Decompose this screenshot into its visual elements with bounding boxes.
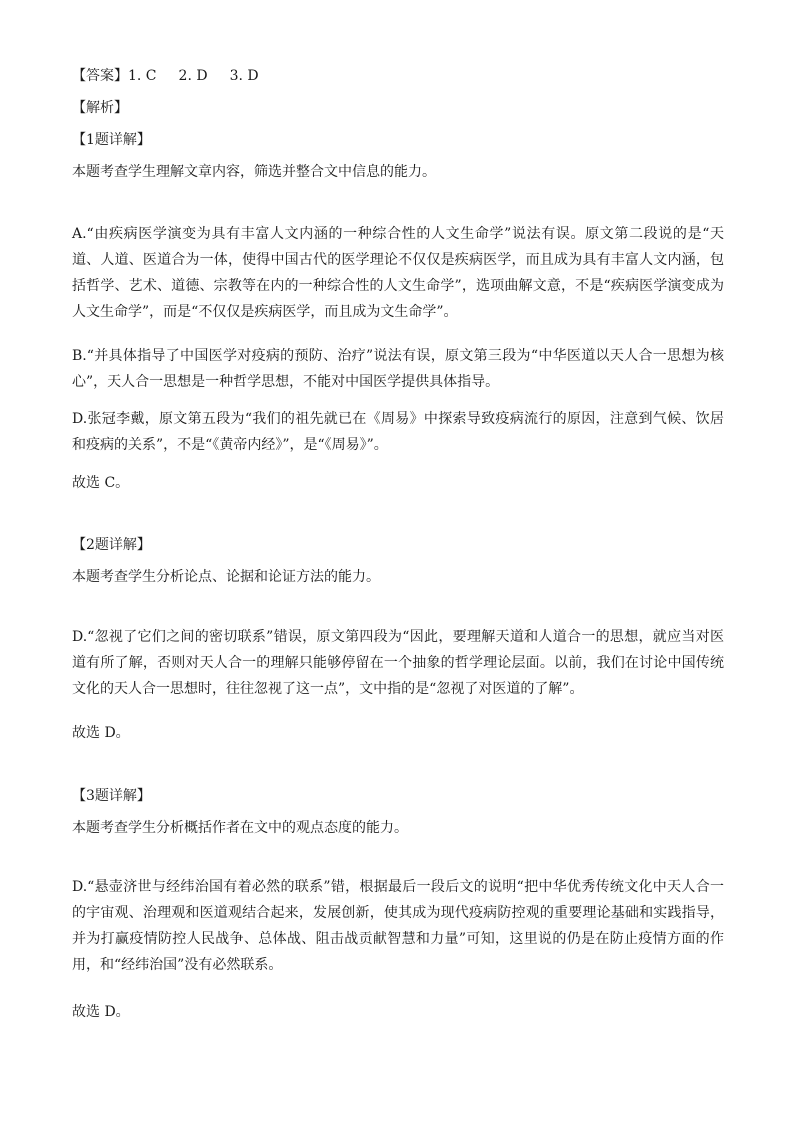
q1-intro: 本题考查学生理解文章内容，筛选并整合文中信息的能力。: [72, 164, 436, 180]
q2-intro: 本题考查学生分析论点、论据和论证方法的能力。: [72, 569, 380, 585]
q1-conclusion: 故选 C。: [72, 475, 130, 491]
q3-option-d: D.“悬壶济世与经纬治国有着必然的联系”错，根据最后一段后文的说明“把中华优秀传统文化中天人合一的宇宙观、治理观和医道观结合起来，发展创新，使其成为现代疫病防控观的重要理论基础和实践指导，并为打赢疫情防控人民战争、总体战、阻击战贡献智慧和力量”可知，这里说的仍是在防止疫情方面的作用，和“经纬治国”没有必然联系。: [72, 879, 724, 973]
q1-heading: 【1题详解】: [72, 132, 151, 148]
q2-option-d: D.“忽视了它们之间的密切联系”错误，原文第四段为“因此，要理解天道和人道合一的思想，就应当对医道有所了解，否则对天人合一的理解只能够停留在一个抽象的哲学理论层面。以前，我们在讨论中国传统文化的天人合一思想时，往往忽视了这一点”，文中指的是“忽视了对医道的了解”。: [72, 629, 724, 697]
answer-tag: 【答案】: [72, 68, 128, 84]
q1-option-d: D.张冠李戴，原文第五段为“我们的祖先就已在《周易》中探索导致疫病流行的原因，注意到气候、饮居和疫病的关系”，不是“《黄帝内经》”，是“《周易》”。: [72, 411, 724, 453]
q2-conclusion: 故选 D。: [72, 725, 130, 741]
answer-line: [72, 66, 722, 86]
q2-heading: 【2题详解】: [72, 537, 151, 553]
q3-intro: 本题考查学生分析概括作者在文中的观点态度的能力。: [72, 820, 408, 836]
q1-option-b: B.“并具体指导了中国医学对疫病的预防、治疗”说法有误，原文第三段为“中华医道以天人合一思想为核心”，天人合一思想是一种哲学思想，不能对中国医学提供具体指导。: [72, 348, 724, 390]
analysis-label: 【解析】: [72, 100, 128, 116]
answer-item-3: 3. D: [229, 68, 259, 84]
q3-conclusion: 故选 D。: [72, 1004, 130, 1020]
answer-item-2: 2. D: [178, 68, 208, 84]
q1-option-a: A.“由疾病医学演变为具有丰富人文内涵的一种综合性的人文生命学”说法有误。原文第二段说的是“天道、人道、医道合为一体，使得中国古代的医学理论不仅仅是疾病医学，而且成为具有丰富人文内涵，包括哲学、艺术、道德、宗教等在内的一种综合性的人文生命学”，选项曲解文意，不是“疾病医学演变成为人文生命学”，而是“不仅仅是疾病医学，而且成为文生命学”。: [72, 226, 724, 320]
q3-heading: 【3题详解】: [72, 788, 151, 804]
answer-item-1: 1. C: [128, 68, 157, 84]
